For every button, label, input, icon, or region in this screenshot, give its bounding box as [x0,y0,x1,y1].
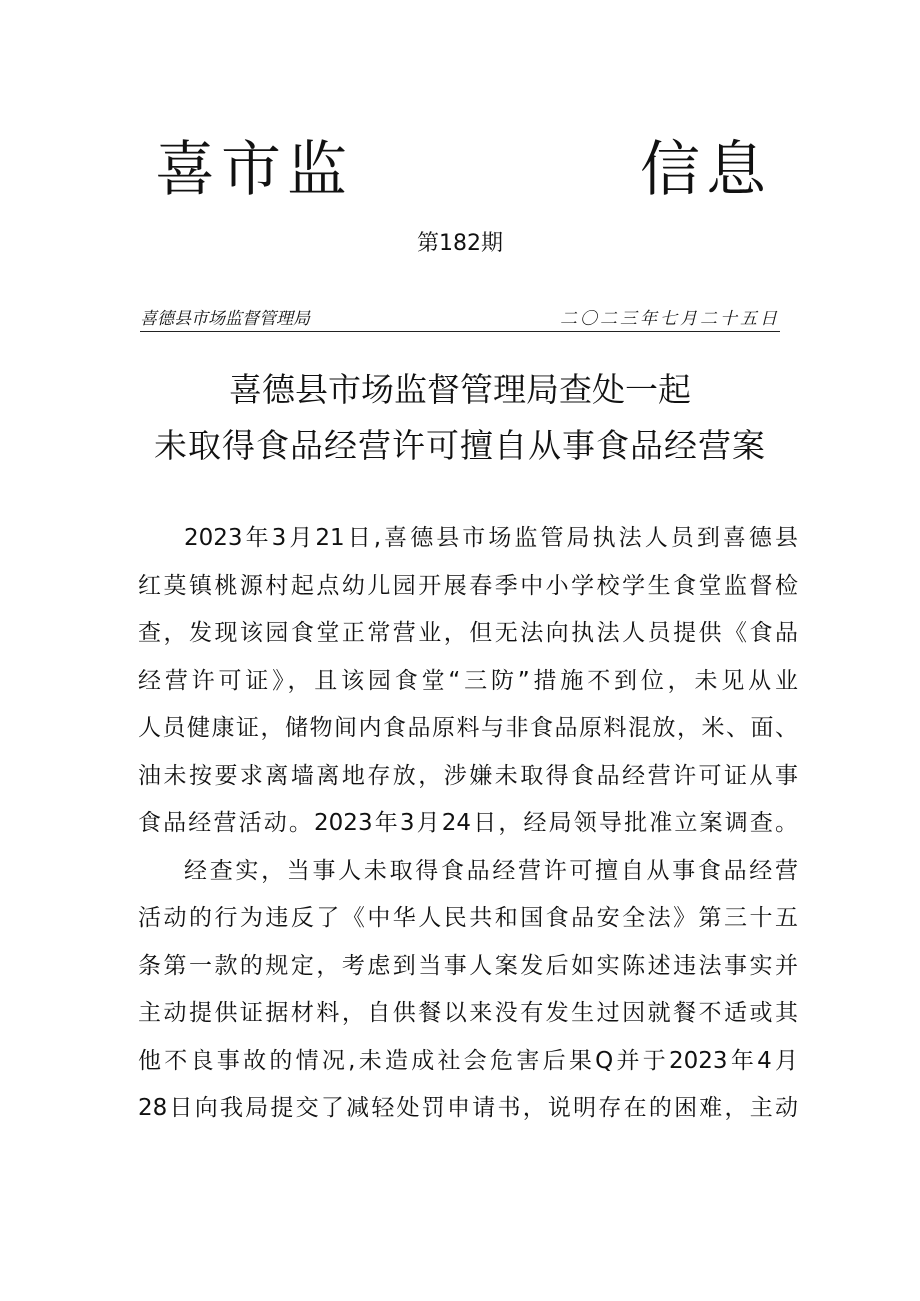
issuing-organization: 喜德县市场监督管理局 [140,309,310,329]
header-divider [140,331,780,332]
body-line: 人员健康证，储物间内食品原料与非食品原料混放，米、面、 [138,715,798,741]
headline-line-1: 喜德县市场监督管理局查处一起 [229,370,691,409]
body-line: 查，发现该园食堂正常营业，但无法向执法人员提供《食品 [138,620,798,646]
article-headline [0,362,920,474]
body-line: 红莫镇桃源村起点幼儿园开展春季中小学校学生食堂监督检 [138,572,798,599]
masthead [0,130,920,210]
body-line: 主动提供证据材料，自供餐以来没有发生过因就餐不适或其 [138,1000,798,1026]
body-line: 2023年3月21日,喜德县市场监管局执法人员到喜德县 [184,525,798,551]
body-line: 他不良事故的情况,未造成社会危害后果Q并于2023年4月 [138,1047,798,1074]
headline-line-2: 未取得食品经营许可擅自从事食品经营案 [154,426,766,465]
body-line: 条第一款的规定，考虑到当事人案发后如实陈述违法事实并 [138,952,798,979]
body-line: 28日向我局提交了减轻处罚申请书，说明存在的困难，主动 [138,1095,798,1121]
body-line: 经查实，当事人未取得食品经营许可擅自从事食品经营 [184,857,798,884]
body-line: 食品经营活动。2023年3月24日，经局领导批准立案调查。 [138,810,798,836]
masthead-title-right: 信息 [640,135,772,205]
body-line: 油未按要求离墙离地存放，涉嫌未取得食品经营许可证从事 [138,762,798,789]
article-body [138,515,798,1133]
issue-number: 第182期 [417,231,503,256]
dateline [140,306,780,332]
issue-date: 二〇二三年七月二十五日 [560,309,780,329]
body-line: 活动的行为违反了《中华人民共和国食品安全法》第三十五 [138,905,798,931]
body-line: 经营许可证》，且该园食堂“三防”措施不到位，未见从业 [138,667,798,694]
masthead-title-left: 喜市监 [155,135,353,205]
